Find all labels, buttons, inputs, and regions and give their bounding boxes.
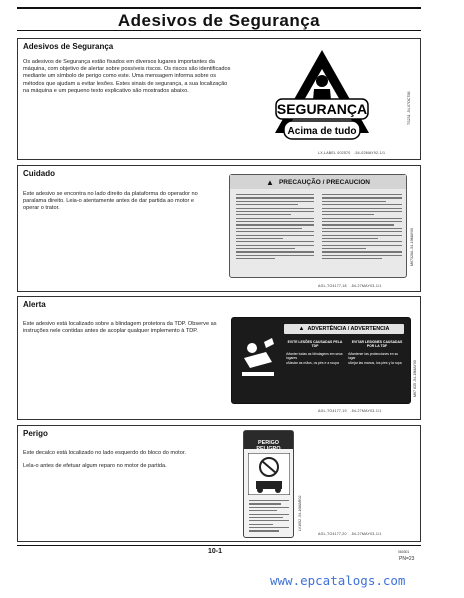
symbol-subtext: Acima de tudo bbox=[287, 126, 357, 137]
watermark-link[interactable]: www.epcatalogs.com bbox=[270, 573, 406, 588]
section-text bbox=[23, 450, 228, 476]
figure-ref-label: AGL,TO4177,20 bbox=[318, 532, 347, 536]
decal-col-title: EVITAR LESIONES CAUSADAS POR LA TDF bbox=[351, 340, 403, 349]
figure-ref-date: -54-02MAY92-1/1 bbox=[354, 151, 386, 155]
figure-ref-date: -54-27MAY03-1/1 bbox=[350, 284, 382, 288]
paragraph: Os adesivos de Segurança estão fixados em diversos lugares importantes da máquina, com objetivo de alertar sobre possíveis riscos. Os riscos são identificados mediante um símbolo de perigo como este. Uma mensagem informa sobre os métodos que ajudam a evitar lesões. Estes sinais de segurança, a sua localização na máquina e um pequeno texto explicativo são mostrados abaixo. bbox=[23, 59, 231, 94]
decal-text-right bbox=[322, 194, 402, 262]
section-caution bbox=[17, 165, 421, 292]
footer-code: 060301 bbox=[398, 550, 410, 554]
section-warning bbox=[17, 296, 421, 420]
warning-triangle-icon: ▲ bbox=[266, 177, 274, 187]
decal-header-text: PRECAUÇÃO / PRECAUCION bbox=[278, 178, 370, 186]
figure-side-code: M67328A -54-19MAY00 bbox=[410, 227, 414, 266]
pto-entanglement-icon bbox=[238, 328, 278, 384]
symbol-word: SEGURANÇA bbox=[276, 101, 368, 117]
decal-body-text bbox=[249, 500, 289, 534]
figure-side-code: M67 835 -54-19MAY00 bbox=[413, 360, 417, 397]
decal-header-text: ADVERTÊNCIA / ADVERTENCIA bbox=[307, 326, 390, 332]
page-number: 10-1 bbox=[208, 548, 223, 555]
paragraph: Lela-o antes de efetuar algum reparo no motor de partida. bbox=[23, 463, 167, 470]
section-safety-decals bbox=[17, 38, 421, 160]
paragraph: Este adesivo está localizado sobre a blindagem protetora da TDP. Observe as instruções nele contidas antes de acoplar qualquer implemento à TDP. bbox=[23, 321, 217, 335]
danger-decal bbox=[243, 430, 294, 538]
decal-col-item: •Afastar as mãos, os pés e a roupa bbox=[286, 360, 339, 365]
figure-ref-label: AGL,TO4177,19 bbox=[318, 409, 347, 413]
section-text bbox=[23, 321, 219, 341]
decal-header bbox=[284, 324, 404, 334]
figure-ref-date: -54-27MAY03-1/1 bbox=[350, 532, 382, 536]
figure-side-code: LV1052 -54-16MAR02 bbox=[298, 495, 302, 531]
warning-decal bbox=[231, 317, 411, 404]
figure-ref-label: LX,LABEL 002570 bbox=[318, 151, 351, 155]
footer-divider bbox=[17, 545, 421, 546]
figure-reference bbox=[318, 151, 385, 155]
section-title: Adesivos de Segurança bbox=[23, 42, 114, 51]
decal-header bbox=[230, 175, 406, 189]
section-danger bbox=[17, 425, 421, 542]
decal-header bbox=[244, 431, 293, 452]
section-title: Alerta bbox=[23, 300, 46, 309]
figure-ref-date: -54-27MAY03-1/1 bbox=[350, 409, 382, 413]
section-text bbox=[23, 59, 233, 101]
decal-col-item: •Manter todas as blindagens em seus lugares bbox=[286, 351, 343, 361]
section-title: Cuidado bbox=[23, 169, 55, 178]
decal-col-item: •Mantener las protecciones en su lugar bbox=[348, 351, 399, 361]
footer-pn: PN=23 bbox=[399, 556, 415, 562]
section-text bbox=[23, 191, 208, 219]
page-header bbox=[17, 7, 421, 31]
figure-side-code: TS231 -54-07OCT88 bbox=[407, 91, 411, 125]
title-divider bbox=[17, 30, 421, 31]
decal-col-right bbox=[348, 340, 406, 365]
figure-ref-label: AGL,TO4177,18 bbox=[318, 284, 347, 288]
decal-col-item: •Alejar las manos, los pies y la ropa bbox=[348, 360, 402, 365]
paragraph: Este decalco está localizado no lado esquerdo do bloco do motor. bbox=[23, 450, 186, 456]
figure-reference bbox=[318, 532, 381, 536]
decal-col-title: EVITE LESÕES CAUSADAS PELA TDP bbox=[287, 340, 343, 349]
figure-reference bbox=[318, 409, 381, 413]
page-title: Adesivos de Segurança bbox=[117, 11, 321, 30]
warning-triangle-icon: ▲ bbox=[298, 326, 305, 332]
safety-alert-symbol bbox=[272, 47, 372, 143]
paragraph: Este adesivo se encontra no lado direito da plataforma do operador no paralama direito. Leia-o atentamente antes de dar partida ao motor e operar o trator. bbox=[23, 191, 198, 212]
decal-header-text: PERIGO PELIGRO bbox=[256, 440, 281, 452]
engine-hazard-icon bbox=[248, 453, 290, 495]
caution-decal bbox=[229, 174, 407, 278]
decal-text-left bbox=[236, 194, 314, 262]
figure-reference bbox=[318, 284, 381, 288]
decal-col-left bbox=[286, 340, 344, 365]
section-title: Perigo bbox=[23, 429, 48, 438]
